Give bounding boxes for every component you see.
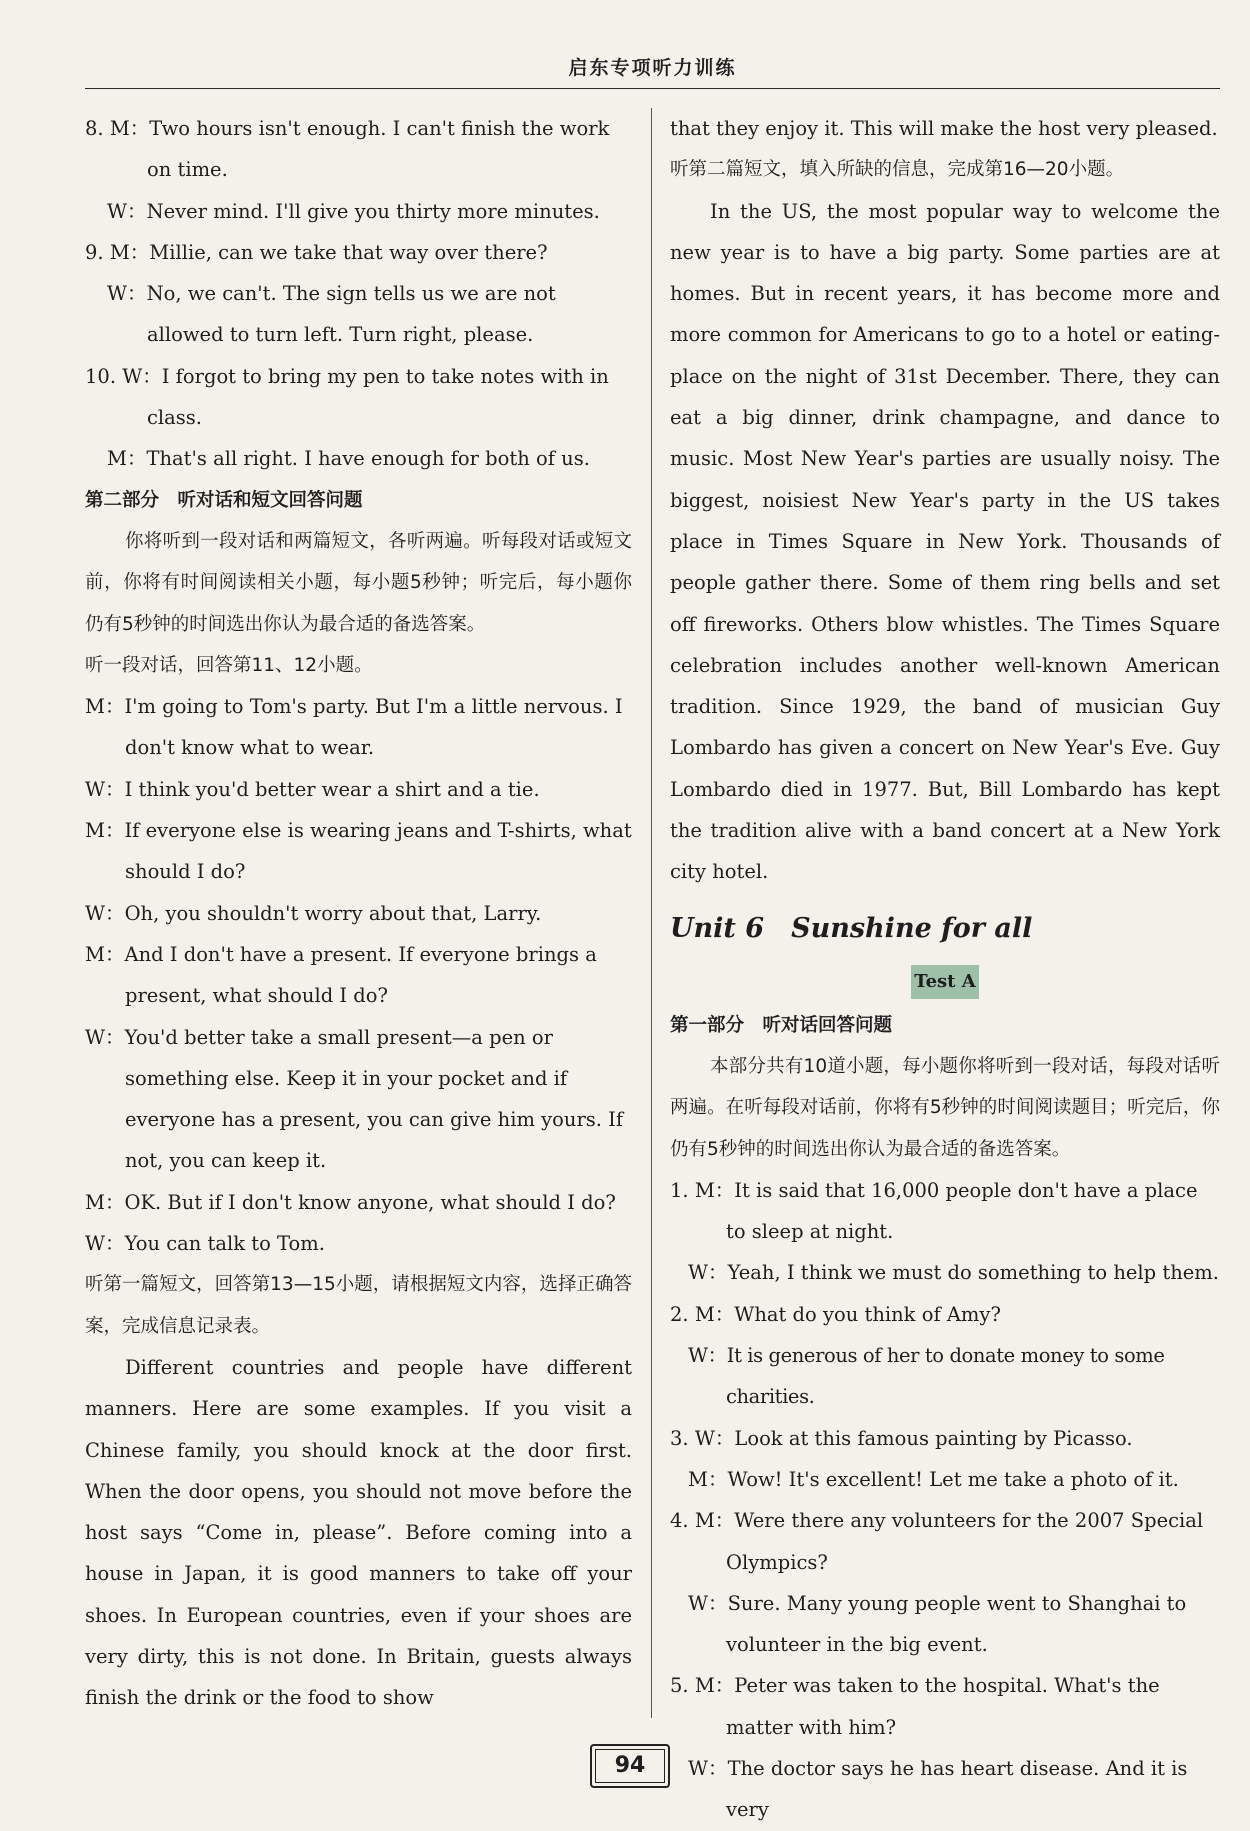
unit-title: Unit 6 Sunshine for all <box>670 912 1033 944</box>
passage2-instruction: 听第二篇短文，填入所缺的信息，完成第16—20小题。 <box>670 159 1125 181</box>
dialogue-line: W：I think you'd better wear a shirt and a tie. <box>85 777 540 801</box>
dialogue-line: M：OK. But if I don't know anyone, what should I do? <box>85 1190 616 1214</box>
dialogue-line: M：That's all right. I have enough for both of us. <box>107 447 590 471</box>
dialogue-line: W：You can talk to Tom. <box>85 1232 325 1256</box>
dialogue-line: W：Yeah, I think we must do something to help them. <box>688 1261 1219 1285</box>
dialogue-line: 1. M：It is said that 16,000 people don't have a place to sleep at night. <box>670 1178 1198 1244</box>
part1-heading: 第一部分 听对话回答问题 <box>670 1014 893 1036</box>
passage2-text: In the US, the most popular way to welcome the new year is to have a big party. Some parties are at homes. But in recent years, it has become more and more common for Americans to go to a hotel or eating-place on the night of 31st December. There, they can eat a big dinner, drink champagne, and dance to music. Most New Year's parties are usually noisy. The biggest, noisiest New Year's party in the US takes place in Times Square in New York. Thousands of people gather there. Some of them ring bells and set off fireworks. Others blow whistles. The Times Square celebration includes another well-known American tradition. Since 1929, the band of musician Guy Lombardo has given a concert on New Year's Eve. Guy Lombardo died in 1977. But, Bill Lombardo has kept the tradition alive with a band concert at a New York city hotel. <box>670 199 1220 884</box>
dialogue-line: W：You'd better take a small present—a pen or something else. Keep it in your pocket and if everyone has a present, you can give him yours. If not, you can keep it. <box>85 1025 624 1173</box>
part2-heading: 第二部分 听对话和短文回答问题 <box>85 489 363 511</box>
passage1-end: that they enjoy it. This will make the host very pleased. <box>670 117 1218 140</box>
passage1-instruction: 听第一篇短文，回答第13—15小题，请根据短文内容，选择正确答案，完成信息记录表。 <box>85 1274 632 1337</box>
dialogue-line: W：No, we can't. The sign tells us we are not allowed to turn left. Turn right, please. <box>107 282 556 347</box>
dialogue-line: W：The doctor says he has heart disease. And it is very <box>688 1756 1188 1822</box>
dialogue-line: W：It is generous of her to donate money to some charities. <box>688 1344 1165 1409</box>
part2-intro: 你将听到一段对话和两篇短文，各听两遍。听每段对话或短文前，你将有时间阅读相关小题，每小题5秒钟；听完后，每小题你仍有5秒钟的时间选出你认为最合适的备选答案。 <box>85 530 632 635</box>
dialogue-line: W：Never mind. I'll give you thirty more minutes. <box>107 199 600 223</box>
dialogue-line: M：Wow! It's excellent! Let me take a photo of it. <box>688 1467 1179 1491</box>
right-column <box>670 108 1220 1831</box>
page-header <box>85 48 1220 89</box>
dialogue-line: 2. M：What do you think of Amy? <box>670 1302 1001 1326</box>
dialogue-line: M：I'm going to Tom's party. But I'm a little nervous. I don't know what to wear. <box>85 695 623 760</box>
page-number: 94 <box>590 1744 670 1788</box>
dialogue-line: 5. M：Peter was taken to the hospital. What's the matter with him? <box>670 1674 1160 1739</box>
passage1-text: Different countries and people have different manners. Here are some examples. If you visit a Chinese family, you should knock at the door first. When the door opens, you should not move before the host says “Come in, please”. Before coming into a house in Japan, it is good manners to take off your shoes. In European countries, even if your shoes are very dirty, this is not done. In Britain, guests always finish the drink or the food to show <box>85 1355 632 1710</box>
dialogue-line: 3. W：Look at this famous painting by Picasso. <box>670 1426 1133 1450</box>
dialogue-line: 4. M：Were there any volunteers for the 2007 Special Olympics? <box>670 1509 1204 1574</box>
part1-intro: 本部分共有10道小题，每小题你将听到一段对话，每段对话听两遍。在听每段对话前，你将有5秒钟的时间阅读题目；听完后，你仍有5秒钟的时间选出你认为最合适的备选答案。 <box>670 1055 1220 1160</box>
column-divider <box>651 108 652 1718</box>
dialogue-line: 8. M：Two hours isn't enough. I can't finish the work on time. <box>85 117 610 182</box>
dialogue-line: M：If everyone else is wearing jeans and T-shirts, what should I do? <box>85 819 632 884</box>
dialogue-line: W：Oh, you shouldn't worry about that, Larry. <box>85 901 542 925</box>
dialogue-line: M：And I don't have a present. If everyone brings a present, what should I do? <box>85 942 597 1008</box>
dialogue-line: 10. W：I forgot to bring my pen to take notes with in class. <box>85 364 609 430</box>
dialogue-line: W：Sure. Many young people went to Shanghai to volunteer in the big event. <box>688 1591 1187 1657</box>
dialogue-line: 9. M：Millie, can we take that way over there? <box>85 240 548 264</box>
left-column <box>85 108 632 1719</box>
header-title: 启东专项听力训练 <box>568 57 737 79</box>
test-label: Test A <box>911 965 979 999</box>
dialogue-instruction: 听一段对话，回答第11、12小题。 <box>85 654 373 676</box>
